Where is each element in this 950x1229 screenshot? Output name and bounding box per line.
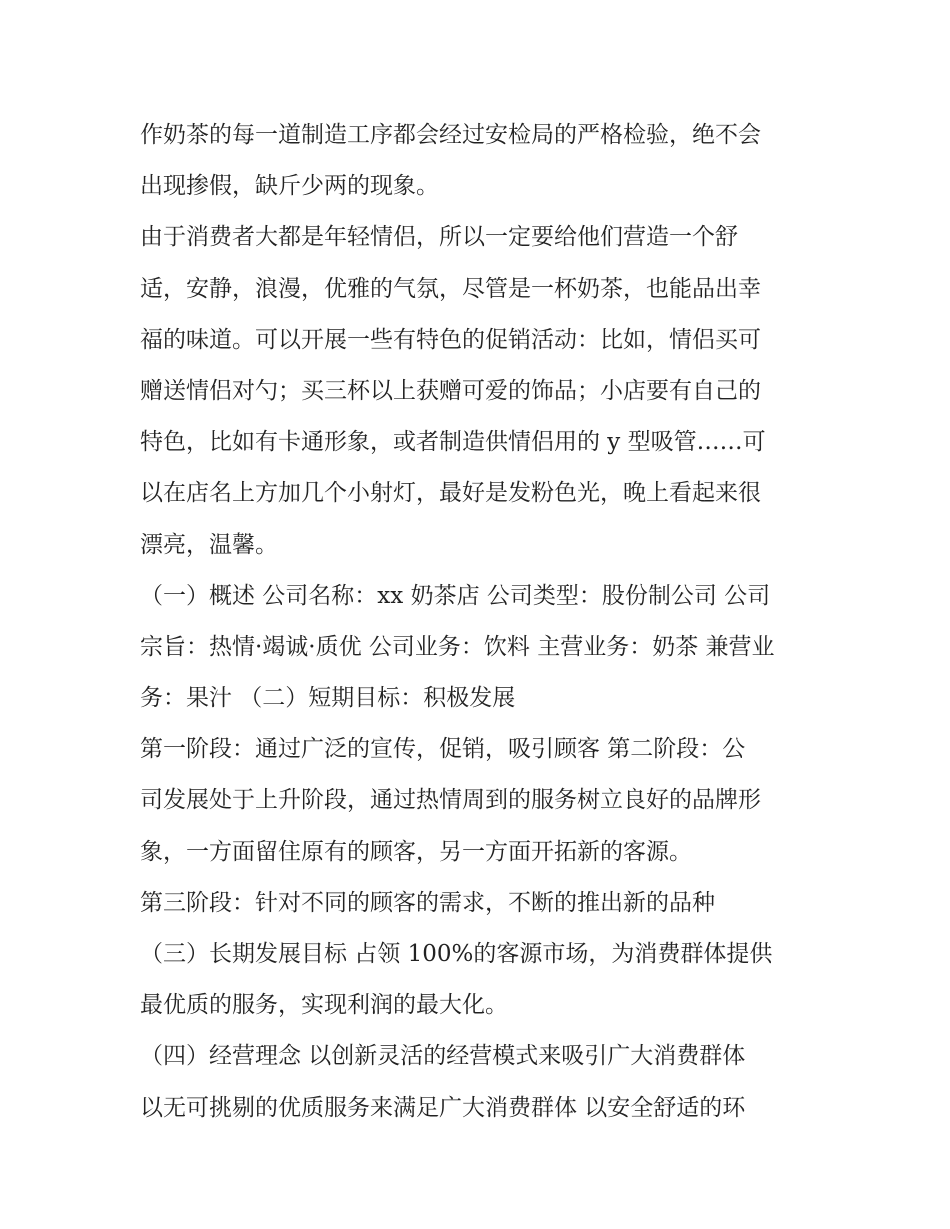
text-line: 象，一方面留住原有的顾客，另一方面开拓新的客源。 (140, 838, 692, 865)
text-line: 特色，比如有卡通形象，或者制造供情侣用的 y 型吸管……可 (140, 429, 766, 456)
paragraph-stage-three (140, 878, 812, 929)
text-line: 最优质的服务，实现利润的最大化。 (140, 992, 508, 1019)
paragraph-long-term-goals (140, 929, 812, 1031)
paragraph-business-philosophy (140, 1031, 812, 1133)
text-line: 漂亮，温馨。 (140, 531, 278, 558)
text-line: 福的味道。可以开展一些有特色的促销活动：比如，情侣买可 (140, 326, 761, 353)
text-line: 务：果汁 （二）短期目标：积极发展 (140, 685, 516, 712)
paragraph-quality-inspection (140, 110, 812, 212)
text-line: 赠送情侣对勺；买三杯以上获赠可爱的饰品；小店要有自己的 (140, 377, 761, 404)
text-line: 适，安静，浪漫，优雅的气氛，尽管是一杯奶茶，也能品出幸 (140, 275, 761, 302)
text-line: （三）长期发展目标 占领 100%的客源市场，为消费群体提供 (140, 941, 773, 967)
text-line: 第一阶段：通过广泛的宣传，促销，吸引顾客 第二阶段：公 (140, 736, 746, 763)
text-line: 以在店名上方加几个小射灯，最好是发粉色光，晚上看起来很 (140, 480, 761, 507)
text-line: 出现掺假，缺斤少两的现象。 (140, 173, 439, 200)
paragraph-atmosphere-promotion (140, 212, 812, 570)
text-line: 宗旨：热情·竭诚·质优 公司业务：饮料 主营业务：奶茶 兼营业 (140, 633, 775, 660)
text-line: 以无可挑剔的优质服务来满足广大消费群体 以安全舒适的环 (140, 1094, 746, 1121)
text-line: 司发展处于上升阶段，通过热情周到的服务树立良好的品牌形 (140, 787, 761, 814)
paragraph-company-overview (140, 571, 812, 725)
document-body (140, 110, 812, 1134)
text-line: （四）经营理念 以创新灵活的经营模式来吸引广大消费群体 (140, 1043, 746, 1070)
text-line: 作奶茶的每一道制造工序都会经过安检局的严格检验，绝不会 (140, 122, 761, 148)
text-line: 由于消费者大都是年轻情侣，所以一定要给他们营造一个舒 (140, 224, 738, 251)
paragraph-stages-one-two (140, 724, 812, 878)
text-line: （一）概述 公司名称：xx 奶茶店 公司类型：股份制公司 公司 (140, 582, 771, 609)
text-line: 第三阶段：针对不同的顾客的需求，不断的推出新的品种 (140, 889, 715, 916)
